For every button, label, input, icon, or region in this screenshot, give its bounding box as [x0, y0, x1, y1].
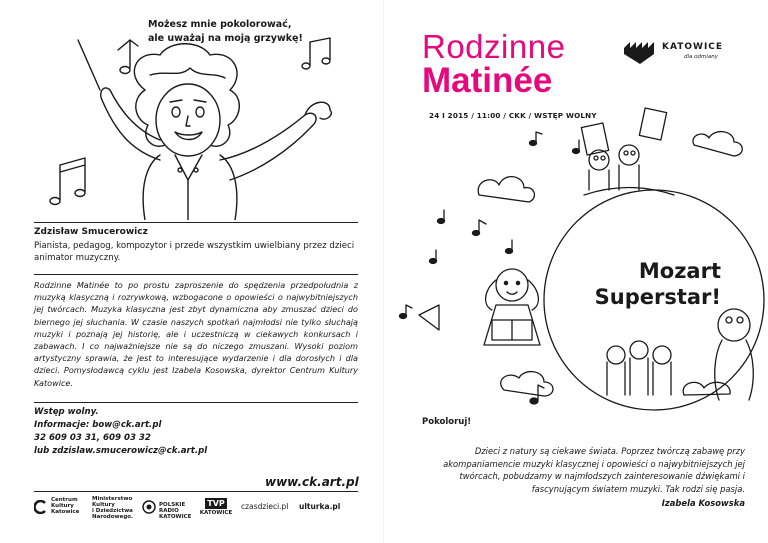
logo-text: i Dziedzictwa: [92, 508, 133, 514]
contact-line: Wstęp wolny.: [34, 407, 99, 417]
contact-email[interactable]: Informacje: bow@ck.art.pl: [34, 420, 162, 430]
czas-dzieci-logo: czasdzieci.pl: [241, 502, 289, 511]
logo-text: Katowice: [51, 509, 80, 515]
tvp-logo: [197, 496, 235, 522]
divider: [34, 402, 358, 403]
contact-email-alt[interactable]: lub zdzislaw.smucerowicz@ck.art.pl: [34, 446, 208, 456]
katowice-logo-icon: [622, 38, 658, 66]
logo-text: KATOWICE: [159, 514, 192, 520]
title-line-1: Rodzinne: [422, 28, 566, 65]
contact-info: [34, 406, 234, 458]
divider: [34, 491, 358, 492]
logo-text: Kultury: [51, 503, 74, 509]
color-prompt: Pokoloruj!: [422, 417, 472, 427]
quote-text: Dzieci z natury są ciekawe świata. Poprzez twórczą zabawę przy akompaniamencie muzyki klasycznej i opowieści o najwybitniejszych jej twórcach, pobudzamy w najmłodszych zainteresowanie dźwiękami i fascynującym światem muzyki. Tak rodzi się pasja.: [443, 446, 745, 494]
divider: [34, 274, 358, 275]
speech-bubble: [148, 18, 308, 46]
bio-description: Pianista, pedagog, kompozytor i przede wszystkim uwielbiany przez dzieci animator muzyczny.: [34, 241, 355, 263]
bio-name: Zdzisław Smucerowicz: [34, 227, 148, 237]
mozart-coloring-illustration: [30, 20, 360, 220]
quote-author: Izabela Kosowska: [661, 498, 745, 508]
radio-logo-icon: [142, 500, 156, 514]
speech-line: Możesz mnie pokolorować,: [148, 19, 292, 30]
katowice-slogan: dla odmiany: [684, 54, 718, 60]
logo-text: Centrum: [51, 497, 78, 503]
logo-text: TVP: [205, 498, 227, 509]
sponsor-logos: [34, 496, 354, 522]
headline-line: Superstar!: [594, 285, 721, 309]
title-line-2: Matinée: [422, 61, 553, 100]
logo-text: KATOWICE: [199, 510, 233, 516]
logo-text: POLSKIE RADIO: [159, 502, 186, 514]
logo-text: Kultury: [92, 502, 115, 508]
headline-line: Mozart: [638, 259, 721, 283]
divider: [34, 222, 358, 223]
contact-phone: 32 609 03 31, 609 03 32: [34, 433, 151, 443]
ulotka-logo: ulturka.pl: [299, 502, 341, 511]
ck-logo-icon: [34, 500, 48, 514]
event-info: 24 I 2015 / 11:00 / CKK / WSTĘP WOLNY: [429, 111, 597, 120]
right-panel: [384, 0, 768, 543]
intro-paragraph: Rodzinne Matinée to po prostu zaproszenie do spędzenia przedpołudnia z muzyką klasyczną i rozrywkową, wzbogacone o opowieści o najwybitniejszych jej twórcach. Muzyka klasyczna jest zbyt dynamiczna aby zmuszać dzieci do biernego jej słuchania. W czasie naszych spotkań najmłodsi nie tylko słuchają muzyki i poznają jej historię, ale i uczestniczą w ciekawych konkursach i zabawach. I co najważniejsze nie są do niczego zmuszani. Wysoki poziom artystyczny sprawia, że jest to interesujące wydarzenie i dla dorosłych i dla dzieci. Pomysłodawcą cyklu jest Izabela Kosowska, dyrektor Centrum Kultury Katowice.: [34, 280, 358, 388]
katowice-name: KATOWICE: [662, 42, 724, 52]
logo-text: Narodowego.: [92, 514, 134, 520]
headline: [589, 258, 721, 310]
logo-text: Ministerstwo: [92, 496, 133, 502]
speech-line: ale uważaj na moją grzywkę!: [148, 33, 303, 44]
website-link[interactable]: www.ck.art.pl: [265, 475, 359, 489]
